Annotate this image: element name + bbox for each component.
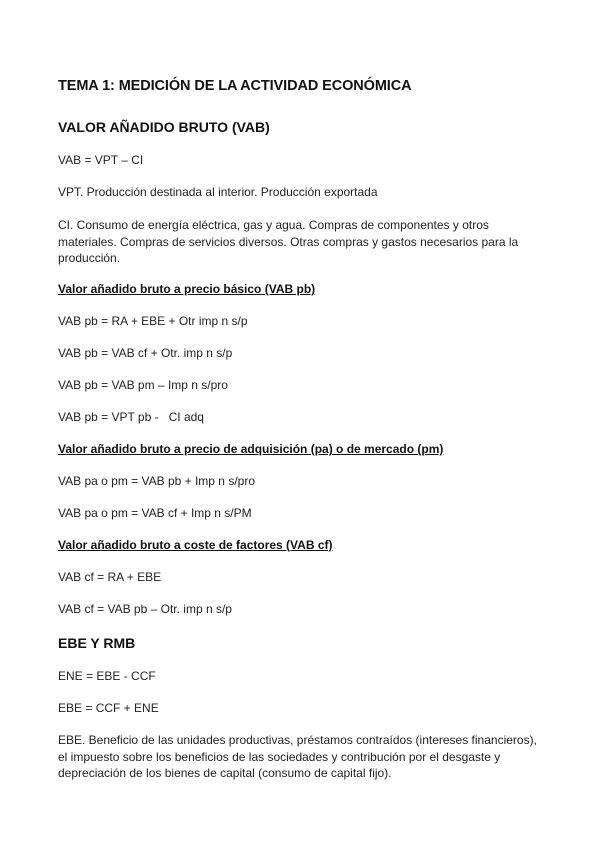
vab-pb-formula-3: VAB pb = VAB pm – Imp n s/pro (58, 378, 228, 392)
section-heading-vab: VALOR AÑADIDO BRUTO (VAB) (58, 119, 270, 135)
page-title: TEMA 1: MEDICIÓN DE LA ACTIVIDAD ECONÓMICA (58, 78, 412, 94)
subheading-vab-cf: Valor añadido bruto a coste de factores (VAB cf) (58, 538, 333, 552)
vab-cf-formula-2: VAB cf = VAB pb – Otr. imp n s/p (58, 602, 232, 616)
ebe-definition: EBE. Beneficio de las unidades productivas, préstamos contraídos (intereses financieros), el impuesto sobre los beneficios de las sociedades y contribución por el desgaste y depreciación de los bienes de capital (consumo de capital fijo). (58, 733, 537, 780)
ci-definition: CI. Consumo de energía eléctrica, gas y agua. Compras de componentes y otros materiales. Compras de servicios diversos. Otras compras y gastos necesarios para la producción. (58, 218, 519, 265)
vab-pa-formula-2: VAB pa o pm = VAB cf + Imp n s/PM (58, 506, 252, 520)
vab-pb-formula-4: VAB pb = VPT pb - CI adq (58, 410, 204, 424)
vab-pa-formula-1: VAB pa o pm = VAB pb + Imp n s/pro (58, 474, 255, 488)
ene-formula: ENE = EBE - CCF (58, 669, 156, 683)
vab-formula: VAB = VPT – CI (58, 153, 144, 167)
vab-pb-formula-1: VAB pb = RA + EBE + Otr imp n s/p (58, 314, 248, 328)
vpt-definition: VPT. Producción destinada al interior. Producción exportada (58, 185, 378, 199)
vab-cf-formula-1: VAB cf = RA + EBE (58, 570, 162, 584)
subheading-vab-pa: Valor añadido bruto a precio de adquisición (pa) o de mercado (pm) (58, 442, 444, 456)
section-heading-ebe: EBE Y RMB (58, 635, 136, 651)
subheading-vab-pb: Valor añadido bruto a precio básico (VAB pb) (58, 282, 316, 296)
ebe-formula: EBE = CCF + ENE (58, 701, 159, 715)
vab-pb-formula-2: VAB pb = VAB cf + Otr. imp n s/p (58, 346, 233, 360)
